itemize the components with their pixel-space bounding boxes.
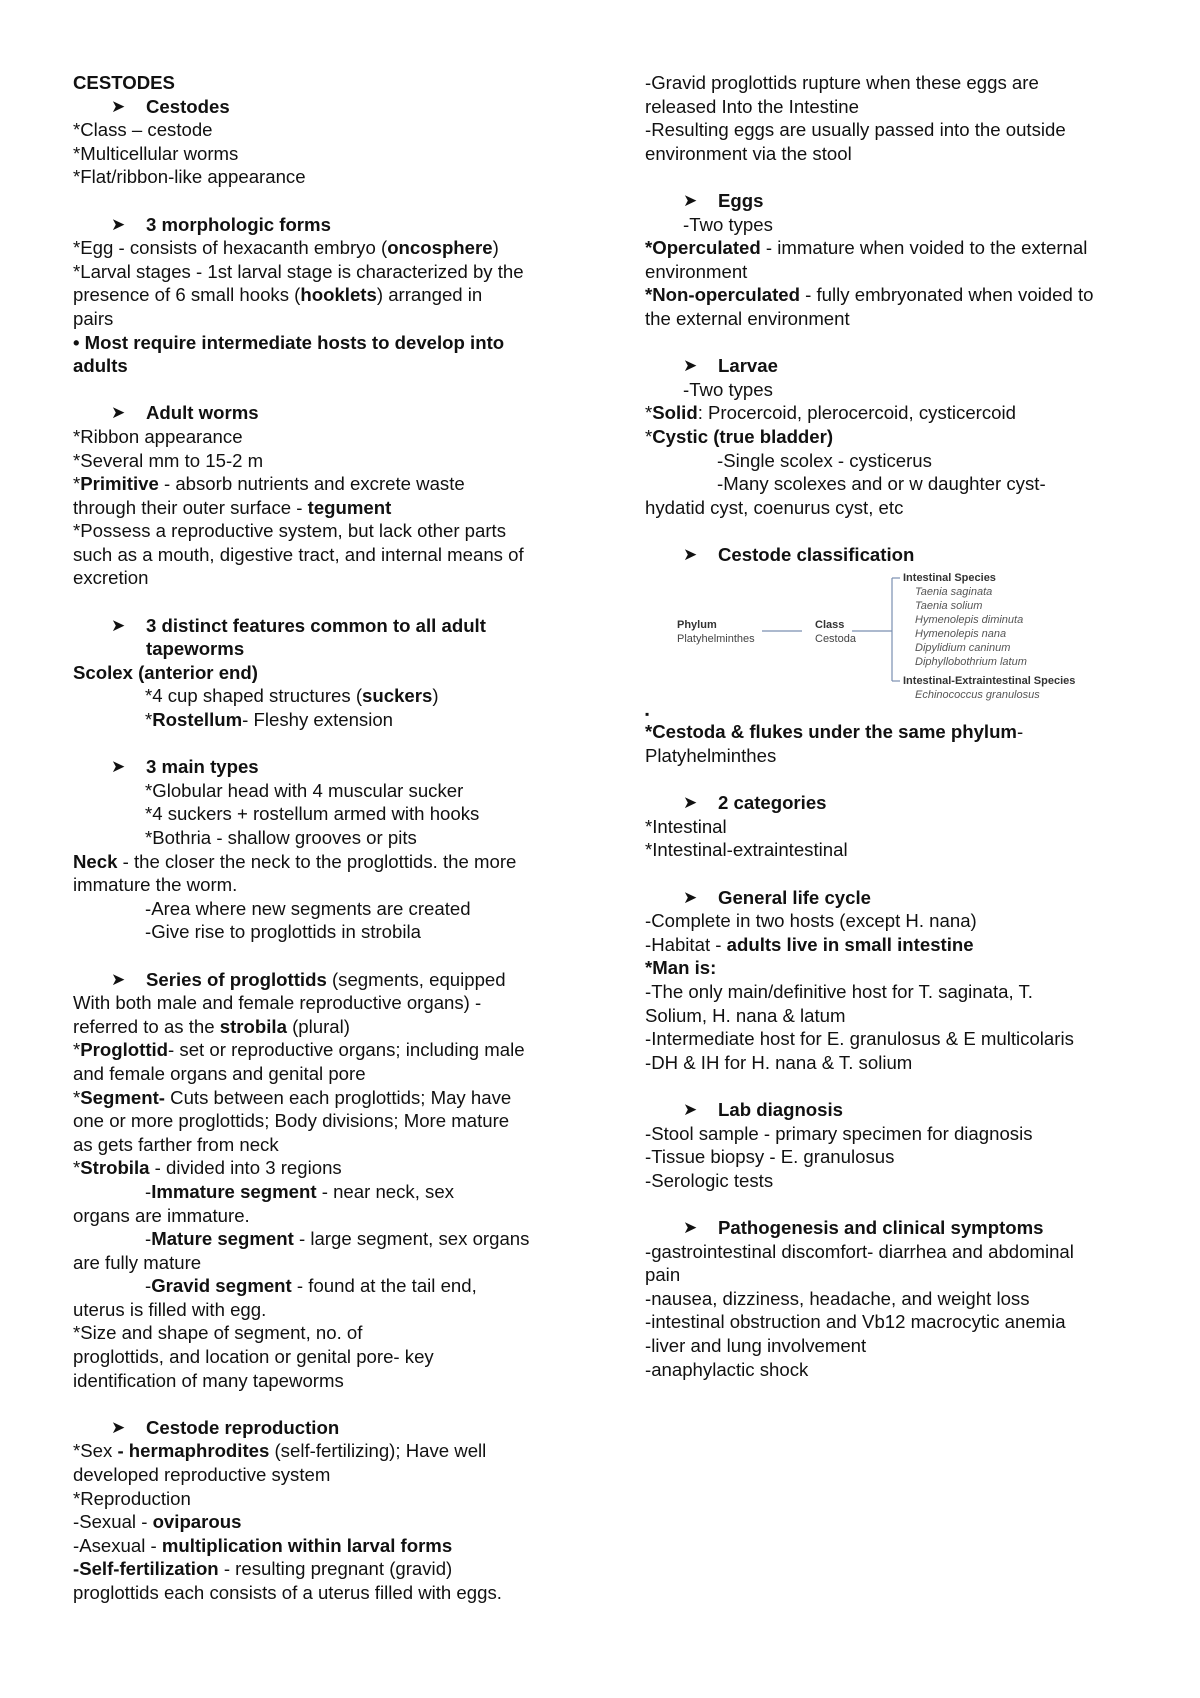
text-line: *Class – cestode xyxy=(73,119,213,141)
arrow-bullet-icon: ➤ xyxy=(111,96,126,116)
arrow-bullet-icon: ➤ xyxy=(111,969,126,989)
section-heading-larvae: ➤ Larvae xyxy=(683,355,778,377)
text-line: *Strobila - divided into 3 regions xyxy=(73,1157,342,1179)
text-line: -Two types xyxy=(683,378,773,400)
text-line: -Self-fertilization - resulting pregnant (gravid) xyxy=(73,1558,453,1580)
text-line: as gets farther from neck xyxy=(73,1133,279,1155)
text-line: *Cestoda & flukes under the same phylum- xyxy=(645,721,1024,743)
text-line: -Asexual - multiplication within larval forms xyxy=(73,1534,453,1556)
diagram-species: Taenia saginata xyxy=(915,586,993,599)
text-line: -Two types xyxy=(683,213,773,235)
section-heading-classification: ➤ Cestode classification xyxy=(683,543,915,565)
text-line: -The only main/definitive host for T. saginata, T. xyxy=(645,981,1033,1002)
text-line: -DH & IH for H. nana & T. solium xyxy=(645,1051,913,1073)
text-line: *Rostellum- Fleshy extension xyxy=(145,709,394,731)
text-line: *Proglottid- set or reproductive organs; including male xyxy=(73,1039,525,1061)
text-line: With both male and female reproductive organs) - xyxy=(73,992,482,1014)
arrow-bullet-icon: ➤ xyxy=(111,1417,126,1437)
text-line: -Mature segment - large segment, sex organs xyxy=(145,1228,530,1250)
text-line: presence of 6 small hooks (hooklets) arranged in xyxy=(73,284,483,306)
text-line: *Multicellular worms xyxy=(73,142,239,164)
diagram-phylum-value: Platyhelminthes xyxy=(677,633,755,646)
text-line: -Resulting eggs are usually passed into the outside xyxy=(645,119,1066,141)
text-line: developed reproductive system xyxy=(73,1464,331,1486)
section-heading-main-types: ➤ 3 main types xyxy=(111,756,259,778)
arrow-bullet-icon: ➤ xyxy=(111,214,126,234)
arrow-bullet-icon: ➤ xyxy=(683,544,698,564)
text-line: *Several mm to 15-2 m xyxy=(73,449,264,471)
text-line: environment via the stool xyxy=(645,142,852,164)
square-bullet-icon: ▪ xyxy=(645,707,650,722)
diagram-class-label: Class xyxy=(815,619,845,632)
arrow-bullet-icon: ➤ xyxy=(683,1217,698,1237)
diagram-species: Hymenolepis diminuta xyxy=(915,614,1024,627)
text-line: released Into the Intestine xyxy=(645,95,859,117)
text-line: *Globular head with 4 muscular sucker xyxy=(145,779,464,801)
text-line: *Operculated - immature when voided to the external xyxy=(645,237,1088,259)
text-line: one or more proglottids; Body divisions; More mature xyxy=(73,1110,510,1132)
text-line: -Habitat - adults live in small intestine xyxy=(645,933,974,955)
text-line: -liver and lung involvement xyxy=(645,1334,867,1356)
arrow-bullet-icon: ➤ xyxy=(683,1099,698,1119)
text-line: identification of many tapeworms xyxy=(73,1369,344,1391)
text-line: pairs xyxy=(73,307,114,329)
text-line: are fully mature xyxy=(73,1251,202,1273)
text-line: -anaphylactic shock xyxy=(645,1358,809,1380)
text-line: -gastrointestinal discomfort- diarrhea and abdominal xyxy=(645,1240,1074,1262)
text-line: *Larval stages - 1st larval stage is characterized by the xyxy=(73,260,524,282)
section-heading-categories: ➤ 2 categories xyxy=(683,792,827,814)
left-column xyxy=(73,71,573,1605)
text-line: *Bothria - shallow grooves or pits xyxy=(145,827,417,848)
text-line: -intestinal obstruction and Vb12 macrocytic anemia xyxy=(645,1311,1066,1333)
text-line: -Sexual - oviparous xyxy=(73,1511,242,1533)
section-heading-cestodes: ➤ Cestodes xyxy=(111,95,230,117)
arrow-bullet-icon: ➤ xyxy=(111,757,126,777)
text-line: *Sex - hermaphrodites (self-fertilizing); Have well xyxy=(73,1440,487,1462)
text-line: *Ribbon appearance xyxy=(73,425,243,447)
text-line: *4 cup shaped structures (suckers) xyxy=(145,685,439,707)
text-line: uterus is filled with egg. xyxy=(73,1298,267,1320)
text-line: through their outer surface - tegument xyxy=(73,496,392,518)
arrow-bullet-icon: ➤ xyxy=(683,356,698,376)
diagram-species: Hymenolepis nana xyxy=(915,628,1007,641)
text-line: *Segment- Cuts between each proglottids; May have xyxy=(73,1086,512,1108)
text-line: -Tissue biopsy - E. granulosus xyxy=(645,1146,895,1168)
text-line: -Gravid segment - found at the tail end, xyxy=(145,1275,477,1297)
text-line: *Reproduction xyxy=(73,1487,191,1509)
section-heading-proglottids: ➤ Series of proglottids (segments, equipped xyxy=(111,968,506,990)
diagram-class-value: Cestoda xyxy=(815,633,856,646)
text-line: -Give rise to proglottids in strobila xyxy=(145,921,421,943)
text-line: -Complete in two hosts (except H. nana) xyxy=(645,910,977,932)
text-line: -Immature segment - near neck, sex xyxy=(145,1180,454,1202)
text-line: • Most require intermediate hosts to develop into xyxy=(73,331,505,353)
text-line: environment xyxy=(645,260,748,282)
arrow-bullet-icon: ➤ xyxy=(683,793,698,813)
arrow-bullet-icon: ➤ xyxy=(683,887,698,907)
text-line: *4 suckers + rostellum armed with hooks xyxy=(145,803,480,825)
text-line: *Size and shape of segment, no. of xyxy=(73,1322,363,1344)
text-line: *Cystic (true bladder) xyxy=(645,425,834,447)
text-line: -Many scolexes and or w daughter cyst- xyxy=(717,473,1046,495)
right-column xyxy=(645,71,1145,1381)
text-line: hydatid cyst, coenurus cyst, etc xyxy=(645,496,904,518)
section-heading-lab-diagnosis: ➤ Lab diagnosis xyxy=(683,1098,844,1120)
section-heading-pathogenesis: ➤ Pathogenesis and clinical symptoms xyxy=(683,1216,1044,1238)
diagram-phylum-label: Phylum xyxy=(677,619,717,632)
arrow-bullet-icon: ➤ xyxy=(111,615,126,635)
section-heading-reproduction: ➤ Cestode reproduction xyxy=(111,1416,340,1438)
section-heading-life-cycle: ➤ General life cycle xyxy=(683,886,871,908)
text-line: *Intestinal xyxy=(645,815,727,837)
text-line: adults xyxy=(73,355,128,377)
diagram-species: Taenia solium xyxy=(915,600,983,613)
text-line: -Gravid proglottids rupture when these eggs are xyxy=(645,72,1039,93)
text-line: Solium, H. nana & latum xyxy=(645,1004,846,1026)
section-heading-distinct-features: ➤ 3 distinct features common to all adult tapeworms xyxy=(111,614,486,660)
diagram-extra-label: Intestinal-Extraintestinal Species xyxy=(903,675,1076,688)
document-title: CESTODES xyxy=(73,72,175,93)
text-line: proglottids each consists of a uterus filled with eggs. xyxy=(73,1582,502,1603)
text-line: Scolex (anterior end) xyxy=(73,661,258,683)
text-line: *Primitive - absorb nutrients and excrete waste xyxy=(73,473,465,495)
diagram-intestinal-label: Intestinal Species xyxy=(903,572,996,585)
text-line: excretion xyxy=(73,567,149,589)
text-line: *Man is: xyxy=(645,957,717,979)
section-heading-eggs: ➤ Eggs xyxy=(683,189,764,211)
section-heading-adult-worms: ➤ Adult worms xyxy=(111,402,259,424)
text-line: Neck - the closer the neck to the proglottids. the more xyxy=(73,850,517,872)
text-line: -Serologic tests xyxy=(645,1169,774,1191)
text-line: *Egg - consists of hexacanth embryo (oncosphere) xyxy=(73,237,499,259)
text-line: referred to as the strobila (plural) xyxy=(73,1015,350,1037)
text-line: -Intermediate host for E. granulosus & E multicolaris xyxy=(645,1028,1074,1050)
text-line: *Intestinal-extraintestinal xyxy=(645,839,848,861)
text-line: and female organs and genital pore xyxy=(73,1062,366,1084)
text-line: -Single scolex - cysticerus xyxy=(717,449,932,471)
diagram-extra-species: Echinococcus granulosus xyxy=(915,689,1040,702)
text-line: *Non-operculated - fully embryonated when voided to xyxy=(645,284,1094,306)
text-line: Platyhelminthes xyxy=(645,745,777,767)
diagram-species: Dipylidium caninum xyxy=(915,642,1011,655)
text-line: proglottids, and location or genital pore- key xyxy=(73,1346,434,1368)
text-line: -Stool sample - primary specimen for diagnosis xyxy=(645,1122,1033,1144)
text-line: pain xyxy=(645,1264,681,1286)
text-line: such as a mouth, digestive tract, and internal means of xyxy=(73,543,524,565)
text-line: *Flat/ribbon-like appearance xyxy=(73,166,306,188)
section-heading-morphologic-forms: ➤ 3 morphologic forms xyxy=(111,213,331,235)
text-line: organs are immature. xyxy=(73,1204,250,1226)
text-line: *Solid: Procercoid, plerocercoid, cysticercoid xyxy=(645,402,1016,424)
classification-diagram xyxy=(677,568,1117,708)
text-line: -nausea, dizziness, headache, and weight loss xyxy=(645,1287,1030,1309)
diagram-species: Diphyllobothrium latum xyxy=(915,656,1027,669)
arrow-bullet-icon: ➤ xyxy=(683,190,698,210)
text-line: immature the worm. xyxy=(73,874,238,896)
text-line: *Possess a reproductive system, but lack other parts xyxy=(73,520,507,542)
arrow-bullet-icon: ➤ xyxy=(111,403,126,423)
text-line: the external environment xyxy=(645,307,850,329)
text-line: -Area where new segments are created xyxy=(145,897,471,919)
